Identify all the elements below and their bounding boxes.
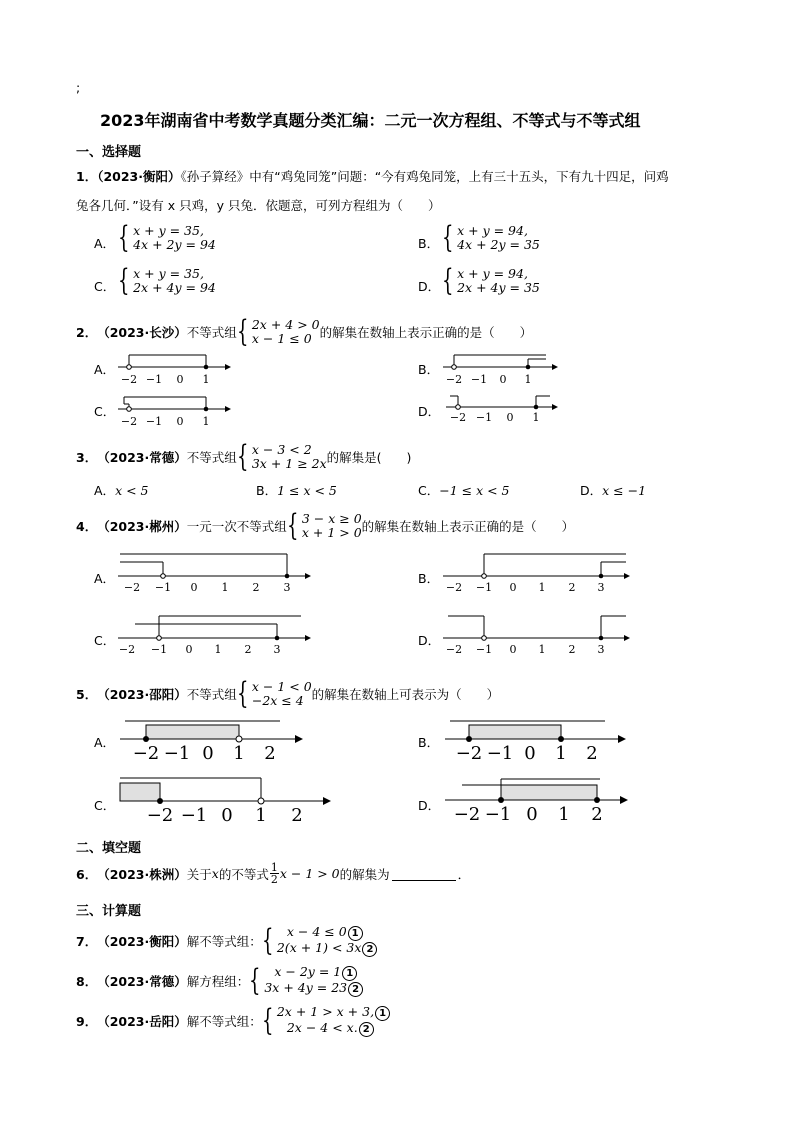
inequality: x − 3 < 2 bbox=[251, 442, 312, 457]
question-source: （2023·株洲） bbox=[97, 866, 187, 882]
option-label: A． bbox=[94, 571, 116, 586]
question-4-line bbox=[76, 508, 575, 543]
tick-label: 3 bbox=[597, 581, 605, 594]
fraction-denominator: 2 bbox=[270, 873, 278, 886]
inequality: x − 4 ≤ 0 bbox=[286, 924, 347, 939]
tick-label: 1 bbox=[555, 743, 567, 764]
tick-label: −1 bbox=[475, 643, 493, 656]
question-number: 6． bbox=[76, 866, 98, 882]
brace-icon: { bbox=[261, 923, 274, 958]
tick-label: −2 bbox=[453, 804, 481, 825]
option-c-system bbox=[118, 263, 216, 298]
question-5-line bbox=[76, 676, 500, 711]
number-line-q5-b bbox=[440, 715, 635, 765]
question-text: 《孙子算经》中有“鸡兔同笼”问题：“今有鸡兔同笼，上有三十五头，下有九十四足，问鸡 bbox=[180, 169, 669, 184]
equation: 2x + 4y = 35 bbox=[457, 280, 540, 295]
equation: x + y = 35, bbox=[133, 223, 204, 238]
tick-label: 1 bbox=[538, 581, 546, 594]
circled-number-icon: 1 bbox=[375, 1006, 390, 1021]
question-number: 1． bbox=[76, 169, 98, 184]
tick-label: −2 bbox=[132, 743, 160, 764]
option-label: B． bbox=[418, 735, 440, 750]
number-line-q2-c bbox=[115, 392, 235, 430]
question-number: 7． bbox=[76, 934, 98, 949]
question-source: （2023·邵阳） bbox=[97, 687, 187, 702]
option-label: D． bbox=[418, 798, 441, 813]
tick-label: −1 bbox=[145, 415, 163, 428]
tick-label: −1 bbox=[486, 743, 514, 764]
tick-label: 0 bbox=[176, 373, 184, 386]
tick-label: 1 bbox=[558, 804, 570, 825]
number-line-q4-a bbox=[115, 548, 315, 594]
tick-label: 1 bbox=[221, 581, 229, 594]
tick-label: 0 bbox=[221, 805, 233, 825]
brace-icon: { bbox=[118, 220, 130, 255]
option-text: 1 ≤ x < 5 bbox=[277, 483, 337, 498]
question-number: 8． bbox=[76, 974, 98, 989]
brace-icon: { bbox=[236, 676, 249, 711]
question-text: 的不等式 bbox=[218, 866, 269, 882]
number-line-q5-a bbox=[115, 715, 310, 765]
option-label: D． bbox=[418, 404, 441, 419]
number-line-q4-b bbox=[440, 548, 640, 594]
tick-label: 2 bbox=[568, 581, 576, 594]
inequality: 2x − 4 < x. bbox=[286, 1020, 358, 1035]
number-line-q4-c bbox=[115, 610, 315, 656]
option-text: −1 ≤ x < 5 bbox=[439, 483, 510, 498]
question-text: 解方程组： bbox=[186, 974, 250, 989]
question-text: 解不等式组： bbox=[186, 1014, 262, 1029]
variable: x bbox=[211, 866, 219, 881]
question-text: 的解集为 bbox=[339, 866, 390, 882]
question-source: （2023·衡阳） bbox=[97, 169, 181, 184]
option-label: B． bbox=[256, 483, 278, 498]
option-d bbox=[580, 481, 646, 499]
question-text: 解不等式组： bbox=[186, 934, 262, 949]
equation: 4x + 2y = 94 bbox=[133, 237, 216, 252]
tick-label: −2 bbox=[120, 373, 138, 386]
tick-label: −2 bbox=[455, 743, 483, 764]
tick-label: 0 bbox=[524, 743, 536, 764]
question-6-line bbox=[76, 862, 470, 885]
option-label: C． bbox=[94, 633, 116, 648]
option-d-system bbox=[442, 263, 540, 298]
tick-label: 1 bbox=[233, 743, 245, 764]
option-label: A． bbox=[94, 236, 116, 251]
tick-label: 3 bbox=[283, 581, 291, 594]
circled-number-icon: 2 bbox=[359, 1022, 374, 1037]
tick-label: 2 bbox=[264, 743, 276, 764]
question-7-line bbox=[76, 925, 377, 957]
question-end: ． bbox=[457, 866, 471, 882]
inequality: x − 1 > 0 bbox=[279, 866, 340, 881]
tick-label: 1 bbox=[524, 373, 532, 386]
question-text: 不等式组 bbox=[186, 687, 237, 702]
tick-label: −2 bbox=[146, 805, 174, 825]
tick-label: −2 bbox=[445, 373, 463, 386]
option-b-system bbox=[442, 220, 540, 255]
page-title: 2023年湖南省中考数学真题分类汇编：二元一次方程组、不等式与不等式组 bbox=[100, 111, 641, 130]
question-source: （2023·衡阳） bbox=[97, 934, 187, 949]
tick-label: −2 bbox=[118, 643, 136, 656]
question-source: （2023·常德） bbox=[97, 450, 187, 465]
option-label: C． bbox=[94, 798, 116, 813]
brace-icon: { bbox=[249, 963, 261, 998]
option-label: C． bbox=[418, 483, 440, 498]
question-9-line bbox=[76, 1005, 390, 1037]
tick-label: 1 bbox=[202, 415, 210, 428]
option-label: B． bbox=[418, 236, 440, 251]
option-label: C． bbox=[94, 404, 116, 419]
tick-label: 0 bbox=[185, 643, 193, 656]
brace-icon: { bbox=[236, 314, 249, 349]
question-text: 的解集是( ) bbox=[326, 450, 412, 465]
tick-label: 0 bbox=[526, 804, 538, 825]
tick-label: 0 bbox=[506, 411, 514, 424]
tick-label: −1 bbox=[150, 643, 168, 656]
tick-label: 1 bbox=[532, 411, 540, 424]
number-line-q2-b bbox=[440, 350, 565, 388]
number-line-q4-d bbox=[440, 610, 640, 656]
fraction-numerator: 1 bbox=[270, 861, 278, 874]
tick-label: 1 bbox=[202, 373, 210, 386]
tick-label: 2 bbox=[586, 743, 598, 764]
number-line-q5-d bbox=[440, 773, 635, 825]
question-text: 一元一次不等式组 bbox=[186, 519, 287, 534]
tick-label: 0 bbox=[176, 415, 184, 428]
number-line-q2-d bbox=[440, 392, 565, 430]
brace-icon: { bbox=[286, 508, 299, 543]
tick-label: 2 bbox=[291, 805, 303, 825]
question-text: 的解集在数轴上表示正确的是（ ） bbox=[319, 325, 533, 340]
inequality: 3x + 1 ≥ 2x bbox=[251, 456, 327, 471]
option-label: A． bbox=[94, 735, 116, 750]
equation: x + y = 35, bbox=[133, 266, 204, 281]
top-mark: ; bbox=[76, 80, 81, 95]
brace-icon: { bbox=[236, 439, 249, 474]
question-text: 不等式组 bbox=[186, 450, 237, 465]
tick-label: 1 bbox=[255, 805, 267, 825]
question-source: （2023·常德） bbox=[97, 974, 187, 989]
tick-label: 0 bbox=[202, 743, 214, 764]
tick-label: −1 bbox=[163, 743, 191, 764]
tick-label: −1 bbox=[154, 581, 172, 594]
tick-label: −1 bbox=[470, 373, 488, 386]
equation: x + y = 94, bbox=[457, 223, 528, 238]
answer-blank[interactable] bbox=[392, 866, 456, 881]
option-label: C． bbox=[94, 279, 116, 294]
question-text: 的解集在数轴上可表示为（ ） bbox=[311, 687, 500, 702]
tick-label: −2 bbox=[120, 415, 138, 428]
number-line-q2-a bbox=[115, 350, 235, 388]
equation: x − 2y = 1 bbox=[274, 964, 342, 979]
tick-label: 1 bbox=[214, 643, 222, 656]
equation: 3x + 4y = 23 bbox=[264, 980, 348, 995]
tick-label: −2 bbox=[123, 581, 141, 594]
question-3-line bbox=[76, 439, 412, 474]
option-text: x < 5 bbox=[115, 483, 149, 498]
tick-label: 1 bbox=[538, 643, 546, 656]
question-number: 3． bbox=[76, 450, 98, 465]
tick-label: −1 bbox=[475, 581, 493, 594]
inequality: 2x + 1 > x + 3, bbox=[276, 1004, 375, 1019]
option-label: B． bbox=[418, 571, 440, 586]
question-number: 4． bbox=[76, 519, 98, 534]
brace-icon: { bbox=[118, 263, 130, 298]
option-label: D． bbox=[418, 279, 441, 294]
option-label: D． bbox=[580, 483, 603, 498]
section-heading-choice: 一、选择题 bbox=[76, 145, 142, 160]
tick-label: −1 bbox=[145, 373, 163, 386]
equation: x + y = 94, bbox=[457, 266, 528, 281]
inequality: x + 1 > 0 bbox=[301, 525, 362, 540]
question-8-line bbox=[76, 965, 363, 997]
inequality: 3 − x ≥ 0 bbox=[301, 511, 362, 526]
circled-number-icon: 1 bbox=[342, 966, 357, 981]
option-a bbox=[94, 481, 149, 499]
question-number: 5． bbox=[76, 687, 98, 702]
section-heading-fill: 二、填空题 bbox=[76, 841, 142, 856]
equation: 2x + 4y = 94 bbox=[133, 280, 216, 295]
tick-label: −2 bbox=[445, 581, 463, 594]
inequality: −2x ≤ 4 bbox=[251, 693, 304, 708]
brace-icon: { bbox=[442, 263, 454, 298]
tick-label: −1 bbox=[180, 805, 208, 825]
tick-label: 2 bbox=[591, 804, 603, 825]
tick-label: 3 bbox=[597, 643, 605, 656]
section-heading-calc: 三、计算题 bbox=[76, 904, 142, 919]
question-1-line-1 bbox=[76, 167, 669, 185]
inequality: x − 1 < 0 bbox=[251, 679, 312, 694]
question-source: （2023·长沙） bbox=[97, 325, 187, 340]
tick-label: 0 bbox=[190, 581, 198, 594]
tick-label: 2 bbox=[568, 643, 576, 656]
question-source: （2023·岳阳） bbox=[97, 1014, 187, 1029]
option-label: B． bbox=[418, 362, 440, 377]
tick-label: −2 bbox=[445, 643, 463, 656]
equation: 4x + 2y = 35 bbox=[457, 237, 540, 252]
question-text: 关于 bbox=[186, 866, 212, 882]
question-text: 的解集在数轴上表示正确的是（ ） bbox=[361, 519, 575, 534]
question-source: （2023·郴州） bbox=[97, 519, 187, 534]
circled-number-icon: 2 bbox=[362, 942, 377, 957]
inequality: 2x + 4 > 0 bbox=[251, 317, 320, 332]
tick-label: 0 bbox=[499, 373, 507, 386]
brace-icon: { bbox=[261, 1003, 274, 1038]
tick-label: 0 bbox=[509, 581, 517, 594]
inequality: x − 1 ≤ 0 bbox=[251, 331, 312, 346]
question-1-line-2: 兔各几何．”设有 x 只鸡，y 只兔．依题意，可列方程组为（ ） bbox=[76, 198, 441, 213]
brace-icon: { bbox=[442, 220, 454, 255]
tick-label: 2 bbox=[244, 643, 252, 656]
option-label: D． bbox=[418, 633, 441, 648]
option-b bbox=[256, 481, 337, 499]
option-text: x ≤ −1 bbox=[602, 483, 647, 498]
tick-label: −1 bbox=[484, 804, 512, 825]
tick-label: 2 bbox=[252, 581, 260, 594]
question-number: 2． bbox=[76, 325, 98, 340]
option-c bbox=[418, 481, 510, 499]
question-text: 不等式组 bbox=[186, 325, 237, 340]
question-2-line bbox=[76, 314, 533, 349]
option-label: A． bbox=[94, 483, 116, 498]
number-line-q5-c bbox=[115, 773, 335, 825]
tick-label: 0 bbox=[509, 643, 517, 656]
tick-label: −2 bbox=[449, 411, 467, 424]
question-number: 9． bbox=[76, 1014, 98, 1029]
tick-label: 3 bbox=[273, 643, 281, 656]
circled-number-icon: 2 bbox=[348, 982, 363, 997]
inequality: 2(x + 1) < 3x bbox=[276, 940, 362, 955]
circled-number-icon: 1 bbox=[348, 926, 363, 941]
option-label: A． bbox=[94, 362, 116, 377]
option-a-system bbox=[118, 220, 216, 255]
tick-label: −1 bbox=[475, 411, 493, 424]
fraction bbox=[270, 862, 279, 885]
